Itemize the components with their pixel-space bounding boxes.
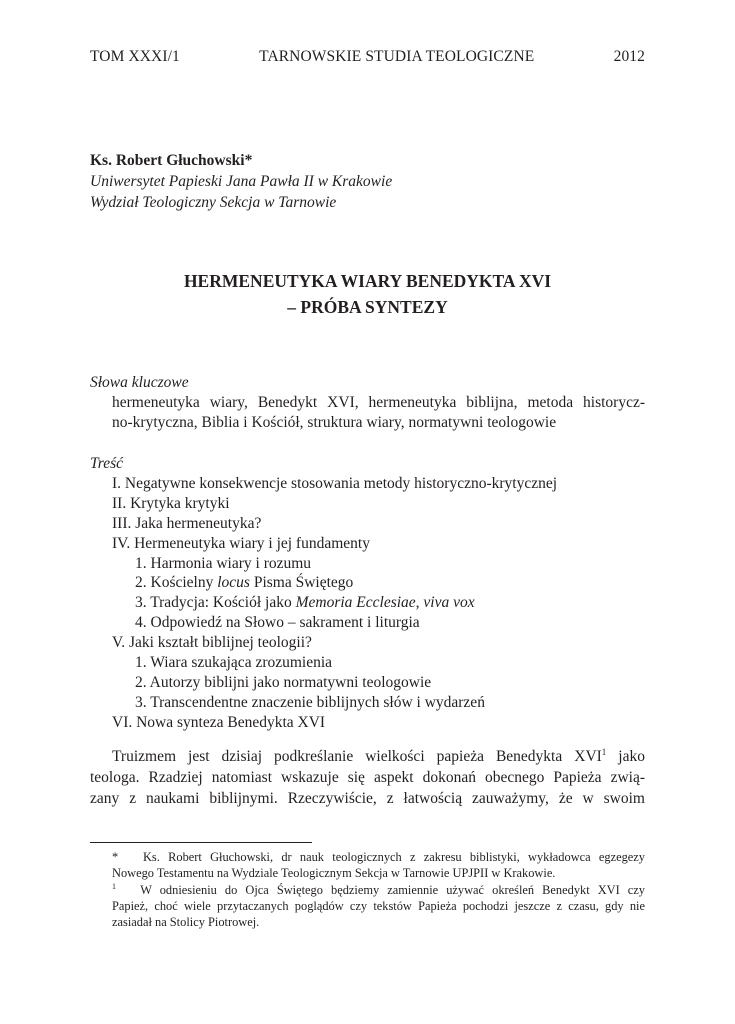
contents-item [90, 673, 645, 693]
body-line: zany z naukami biblijnymi. Rzeczywiście, z łatwością zauważymy, że w swoim [90, 790, 645, 807]
footnote-line-text: Ks. Robert Głuchowski, dr nauk teologicznych z zakresu biblistyki, wykładowca egzegezy [142, 850, 645, 864]
keywords-line: no-krytyczna, Biblia i Kościół, struktura wiary, normatywni teologowie [112, 414, 557, 431]
contents-item-text: 1. Harmonia wiary i rozumu [135, 554, 312, 572]
contents-item-text: I. Negatywne konsekwencje stosowania metody historyczno-krytycznej [112, 474, 558, 492]
contents-item-text: Pisma Świętego [249, 574, 354, 592]
article-title-line-2: – PRÓBA SYNTEZY [287, 297, 448, 317]
body-line [90, 746, 645, 767]
footnote-1 [90, 882, 645, 931]
contents-item-text: 3. Transcendentne znaczenie biblijnych słów i wydarzeń [135, 693, 485, 711]
contents-item [90, 653, 645, 673]
body-line: teologa. Rzadziej natomiast wskazuje się aspekt dokonań obecnego Papieża zwią- [90, 769, 645, 786]
article-title-line-1: HERMENEUTYKA WIARY BENEDYKTA XVI [183, 271, 552, 291]
contents-label: Treść [90, 455, 124, 472]
contents-item-text: V. Jaki kształt biblijnej teologii? [112, 634, 312, 652]
contents-item [90, 693, 645, 713]
contents-item [90, 593, 645, 613]
footnotes [90, 849, 645, 930]
author-block [90, 150, 392, 213]
author-affiliation-university: Uniwersytet Papieski Jana Pawła II w Krakowie [90, 173, 393, 190]
footnote-line: zasiadał na Stolicy Piotrowej. [112, 915, 260, 930]
footnote-reference[interactable]: 1 [601, 746, 607, 757]
footnote-line [90, 882, 645, 898]
footnote-line [90, 849, 645, 865]
body-line-text: Truizmem jest dzisiaj podkreślanie wielkości papieża Benedykta XVI [112, 748, 602, 765]
table-of-contents [90, 454, 645, 733]
publication-year: 2012 [613, 48, 645, 65]
keywords-line: hermeneutyka wiary, Benedykt XVI, hermeneutyka biblijna, metoda historycz- [112, 394, 645, 411]
body-line-text: jako [606, 748, 645, 765]
contents-item [90, 514, 645, 534]
contents-item-text: 1. Wiara szukająca zrozumienia [135, 654, 333, 672]
article-title [90, 268, 645, 320]
author-name: Ks. Robert Głuchowski* [90, 152, 253, 169]
contents-item-text: II. Krytyka krytyki [112, 494, 230, 512]
footnote-marker: 1 [112, 881, 116, 891]
footnote-line-text: W odniesieniu do Ojca Świętego będziemy zamiennie używać określeń Benedykt XVI czy [140, 882, 645, 897]
running-header [90, 48, 645, 66]
contents-item [90, 633, 645, 653]
footnote-marker: * [112, 850, 119, 864]
contents-item-text: 2. Autorzy biblijni jako normatywni teologowie [135, 673, 432, 691]
volume-number: TOM XXXI/1 [90, 48, 180, 65]
contents-item-text: 2. Kościelny [135, 574, 218, 592]
contents-list [90, 474, 645, 733]
contents-item-text: locus [217, 574, 250, 592]
keywords-section [90, 373, 645, 433]
footnote-line: Papież, choć wiele przytaczanych poglądów czy tekstów Papieża pochodzi jeszcze z czasu, gdy nie [112, 898, 645, 913]
contents-item-text: VI. Nowa synteza Benedykta XVI [112, 713, 326, 731]
contents-item [90, 474, 645, 494]
journal-title: TARNOWSKIE STUDIA TEOLOGICZNE [259, 48, 535, 65]
contents-item-text: IV. Hermeneutyka wiary i jej fundamenty [112, 534, 370, 552]
footnote-author [90, 849, 645, 882]
footnote-divider [90, 842, 312, 843]
keywords-text [90, 393, 645, 433]
contents-item-text: 3. Tradycja: Kościół jako [135, 594, 296, 612]
body-text [90, 746, 645, 809]
contents-item-text: 4. Odpowiedź na Słowo – sakrament i liturgia [135, 614, 420, 632]
contents-item [90, 554, 645, 574]
keywords-label: Słowa kluczowe [90, 374, 189, 391]
contents-item-text: III. Jaka hermeneutyka? [112, 514, 262, 532]
contents-item [90, 613, 645, 633]
contents-item [90, 534, 645, 554]
author-affiliation-faculty: Wydział Teologiczny Sekcja w Tarnowie [90, 194, 337, 211]
contents-item [90, 573, 645, 593]
contents-item [90, 713, 645, 733]
contents-item-text: Memoria Ecclesiae, viva vox [295, 594, 475, 612]
contents-item [90, 494, 645, 514]
footnote-line: Nowego Testamentu na Wydziale Teologicznym Sekcja w Tarnowie UPJPII w Krakowie. [112, 866, 556, 881]
